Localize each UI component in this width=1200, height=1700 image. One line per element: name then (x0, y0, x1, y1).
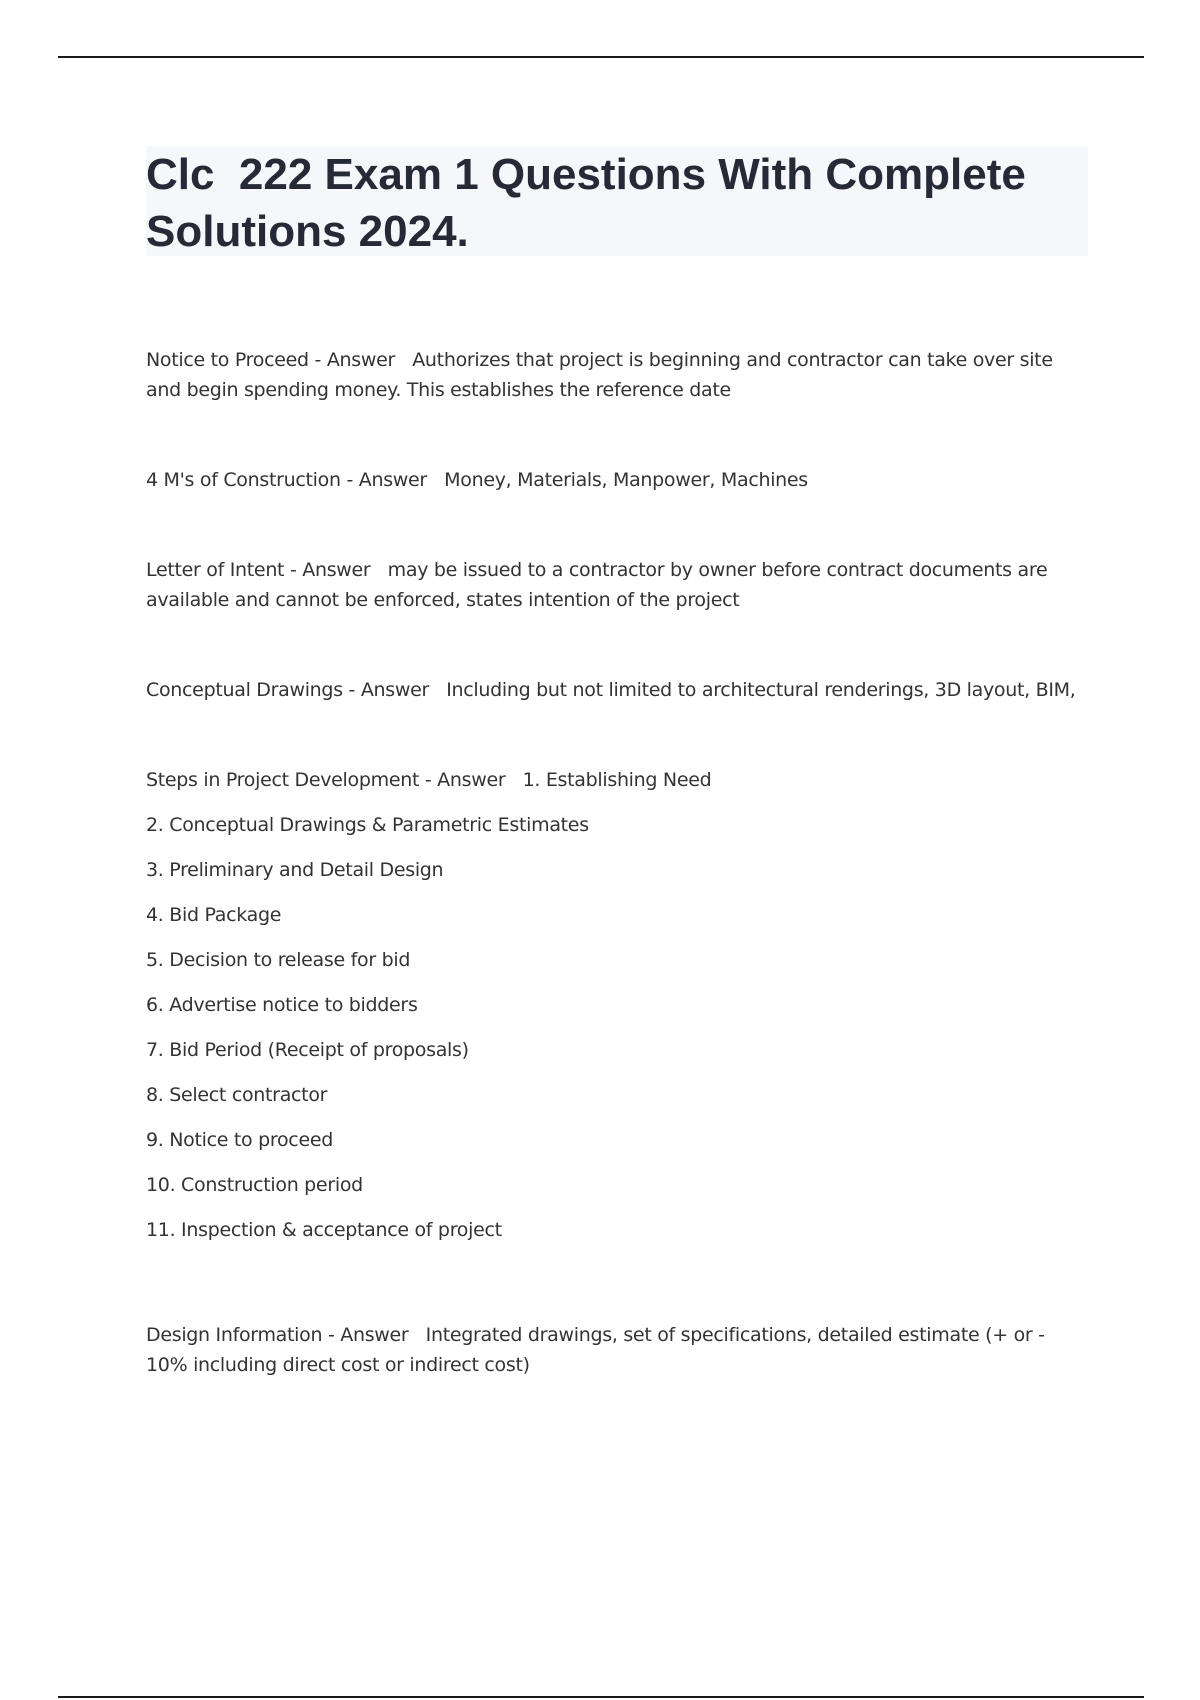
qa-answer: Including but not limited to architectural renderings, 3D layout, BIM, (446, 679, 1076, 701)
qa-separator: - Answer (342, 679, 447, 701)
qa-answer: Money, Materials, Manpower, Machines (444, 469, 808, 491)
list-item: 2. Conceptual Drawings & Parametric Estimates (146, 814, 589, 836)
bottom-rule (58, 1696, 1144, 1698)
qa-separator: - Answer (419, 769, 523, 791)
qa-design-information (146, 1320, 1086, 1380)
list-item: 5. Decision to release for bid (146, 949, 411, 971)
qa-separator: - Answer (322, 1324, 426, 1346)
qa-answer: may be issued to a contractor by owner before contract documents are available and cannot be enforced, states intention of the project (146, 559, 1054, 611)
qa-separator: - Answer (340, 469, 445, 491)
qa-separator: - Answer (284, 559, 388, 581)
qa-term: Letter of Intent (146, 559, 285, 581)
qa-letter-of-intent (146, 555, 1086, 615)
list-item: 11. Inspection & acceptance of project (146, 1219, 502, 1241)
qa-notice-to-proceed (146, 345, 1086, 405)
list-item: 6. Advertise notice to bidders (146, 994, 418, 1016)
qa-answer: 1. Establishing Need (522, 769, 712, 791)
qa-term: Design Information (146, 1324, 323, 1346)
list-item: 4. Bid Package (146, 904, 282, 926)
document-body (146, 345, 1086, 1440)
document-title: Clc 222 Exam 1 Questions With Complete Solutions 2024. (146, 150, 1039, 256)
qa-4ms-of-construction (146, 465, 1086, 495)
qa-separator: - Answer (308, 349, 413, 371)
qa-term: Steps in Project Development (146, 769, 420, 791)
list-item: 7. Bid Period (Receipt of proposals) (146, 1039, 469, 1061)
list-item: 9. Notice to proceed (146, 1129, 333, 1151)
list-item: 3. Preliminary and Detail Design (146, 859, 444, 881)
qa-answer: Authorizes that project is beginning and contractor can take over site and begin spending money. This establishes the reference date (146, 349, 1059, 401)
list-item: 10. Construction period (146, 1174, 363, 1196)
qa-term: Notice to Proceed (146, 349, 309, 371)
qa-conceptual-drawings (146, 675, 1086, 705)
list-item: 8. Select contractor (146, 1084, 328, 1106)
qa-steps-in-project-development (146, 765, 1086, 795)
qa-term: 4 M's of Construction (146, 469, 341, 491)
qa-term: Conceptual Drawings (146, 679, 343, 701)
top-rule (58, 56, 1144, 58)
qa-answer: Integrated drawings, set of specifications, detailed estimate (+ or - 10% including direct cost or indirect cost) (146, 1324, 1051, 1376)
project-development-steps (146, 810, 1086, 1260)
